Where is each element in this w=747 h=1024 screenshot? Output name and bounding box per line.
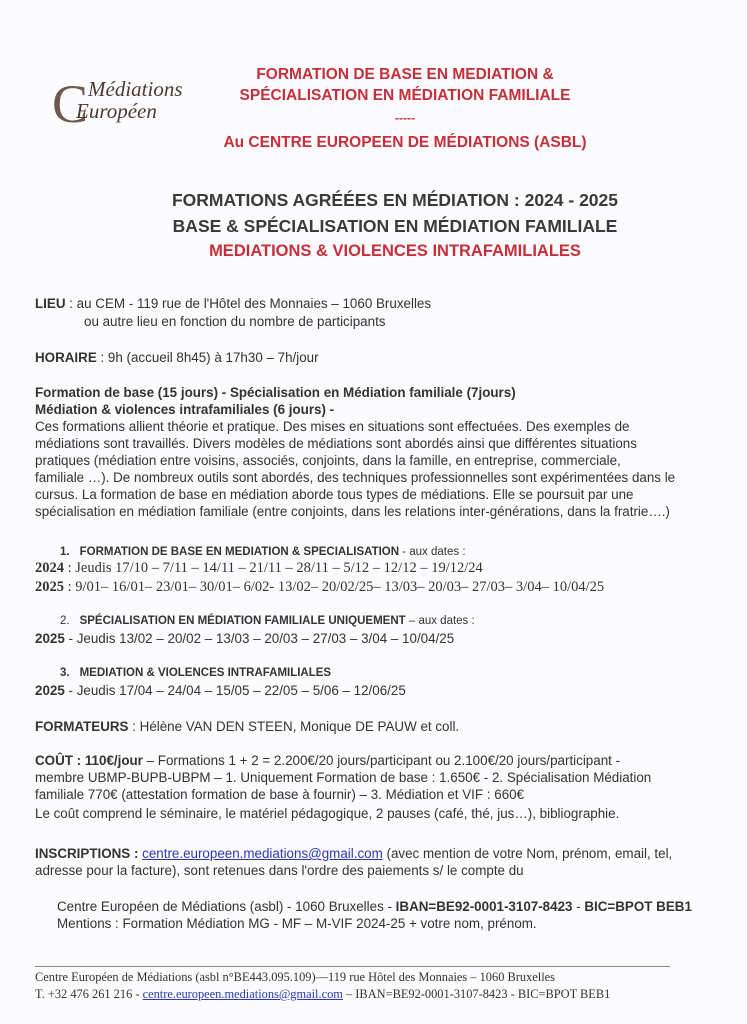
cout-line3: familiale 770€ (attestation formation de base à fournir) – 3. Médiation et VIF : 660€ — [35, 787, 525, 802]
footer-line2 — [35, 987, 610, 1002]
formation-line2: Médiation & violences intrafamiliales (6 jours) - — [35, 402, 335, 417]
cout-label: COÛT : 110€/jour — [35, 753, 143, 768]
section1-dates1: : Jeudis 17/10 – 7/11 – 14/11 – 21/11 – 28/11 – 5/12 – 12/12 – 19/12/24 — [64, 560, 483, 576]
footer-line1: Centre Européen de Médiations (asbl n°BE443.095.109)—119 rue Hôtel des Monnaies – 1060 Bruxelles — [35, 970, 555, 984]
formation-desc-4: familiale …). De nombreux outils sont abordés, des techniques professionnelles sont expérimentées dans le — [35, 470, 676, 485]
footer-bank: – IBAN=BE92-0001-3107-8423 - BIC=BPOT BEB1 — [342, 987, 611, 1001]
formateurs-text: : Hélène VAN DEN STEEN, Monique DE PAUW et coll. — [128, 719, 460, 734]
section1-year2: 2025 — [35, 579, 64, 595]
cout-line2: membre UBMP-BUPB-UBPM – 1. Uniquement Formation de base : 1.650€ - 2. Spécialisation Médiation — [35, 770, 652, 785]
lieu-line1 — [35, 295, 431, 312]
bank-line2: Mentions : Formation Médiation MG - MF – M-VIF 2024-25 + votre nom, prénom. — [57, 916, 537, 931]
header-line2: SPÉCIALISATION EN MÉDIATION FAMILIALE — [239, 87, 571, 104]
bank-sep: - — [572, 899, 585, 914]
horaire-text: : 9h (accueil 8h45) à 17h30 – 7h/jour — [96, 350, 319, 365]
inscriptions-line1 — [35, 845, 672, 862]
inscriptions-label: INSCRIPTIONS : — [35, 846, 143, 861]
section2-title: SPÉCIALISATION EN MÉDIATION FAMILIALE UNIQUEMENT — [79, 615, 406, 627]
lieu-text: : au CEM - 119 rue de l'Hôtel des Monnaies – 1060 Bruxelles — [65, 296, 432, 311]
lieu-line2: ou autre lieu en fonction du nombre de participants — [84, 314, 386, 329]
footer-divider — [35, 966, 670, 967]
formation-desc-3: pratiques (médiation entre voisins, associés, conjoints, dans la famille, en entreprise, commerciale, — [35, 453, 621, 468]
header-line1: FORMATION DE BASE EN MEDIATION & — [256, 66, 554, 83]
horaire-label: HORAIRE — [35, 350, 97, 365]
footer-phone: T. +32 476 261 216 - — [35, 987, 143, 1001]
section3-year1: 2025 — [35, 683, 65, 698]
bank-iban: IBAN=BE92-0001-3107-8423 — [395, 899, 573, 914]
section3-title: MEDIATION & VIOLENCES INTRAFAMILIALES — [79, 667, 332, 679]
section3-num: 3. — [60, 667, 70, 679]
cout-line4: Le coût comprend le séminaire, le matériel pédagogique, 2 pauses (café, thé, jus…), bibliographie. — [35, 806, 620, 821]
section2-dates — [35, 630, 454, 647]
title-1: FORMATIONS AGRÉÉES EN MÉDIATION : 2024 - 2025 — [171, 190, 618, 210]
section2-suffix: – aux dates : — [405, 615, 475, 627]
section2-num: 2. — [60, 615, 70, 627]
section1-year1: 2024 — [35, 560, 64, 576]
section3-dates — [35, 682, 406, 699]
bank-bic: BIC=BPOT BEB1 — [584, 899, 692, 914]
section2-heading — [60, 613, 475, 630]
logo-line1: Médiations — [88, 77, 183, 101]
horaire — [35, 349, 319, 366]
formateurs-label: FORMATEURS — [35, 719, 129, 734]
section3-dates1: - Jeudis 17/04 – 24/04 – 15/05 – 22/05 – 5/06 – 12/06/25 — [64, 683, 406, 698]
formateurs — [35, 718, 459, 735]
formation-line1: Formation de base (15 jours) - Spécialisation en Médiation familiale (7jours) — [35, 385, 516, 400]
title-3: MEDIATIONS & VIOLENCES INTRAFAMILIALES — [209, 242, 581, 260]
section1-dates-2024 — [35, 560, 483, 577]
formation-desc-6: spécialisation en médiation familiale (entre conjoints, dans les relations inter-générations, dans la fratrie….) — [35, 504, 670, 519]
section1-dates-2025 — [35, 579, 604, 596]
header-line3: Au CENTRE EUROPEEN DE MÉDIATIONS (ASBL) — [223, 134, 587, 151]
lieu-label: LIEU — [35, 296, 66, 311]
section1-suffix: - aux dates : — [399, 546, 466, 558]
logo-initial: C — [52, 74, 89, 134]
formation-desc-2: médiations sont travaillés. Divers modèles de médiations sont abordés ainsi que différentes situations — [35, 436, 637, 451]
section3-heading — [60, 665, 331, 682]
title-2: BASE & SPÉCIALISATION EN MÉDIATION FAMILIALE — [172, 216, 618, 236]
section1-dates2: : 9/01– 16/01– 23/01– 30/01– 6/02- 13/02– 20/02/25– 13/03– 20/03– 27/03– 3/04– 10/04/25 — [64, 579, 605, 595]
header-dashes: ----- — [395, 111, 415, 125]
formation-desc-1: Ces formations allient théorie et pratique. Des mises en situations sont effectuées. Des exemples de — [35, 419, 630, 434]
formation-desc-5: cursus. La formation de base en médiation aborde tous types de médiations. Elle se poursuit par une — [35, 487, 634, 502]
section1-title: FORMATION DE BASE EN MEDIATION & SPECIALISATION — [79, 546, 400, 558]
bank-line1 — [57, 898, 692, 915]
section1-num: 1. — [60, 546, 70, 558]
bank-text: Centre Européen de Médiations (asbl) - 1060 Bruxelles - — [57, 899, 396, 914]
inscriptions-line2: adresse pour la facture), sont retenues dans l'ordre des paiements s/ le compte du — [35, 863, 524, 878]
inscriptions-email-link[interactable]: centre.europeen.mediations@gmail.com — [142, 846, 383, 861]
cout-line1 — [35, 752, 620, 769]
logo — [52, 75, 192, 135]
inscriptions-text1: (avec mention de votre Nom, prénom, email, tel, — [382, 846, 673, 861]
section2-dates1: - Jeudis 13/02 – 20/02 – 13/03 – 20/03 – 27/03 – 3/04 – 10/04/25 — [64, 631, 455, 646]
section2-year1: 2025 — [35, 631, 65, 646]
footer-email-link[interactable]: centre.europeen.mediations@gmail.com — [142, 987, 343, 1001]
section1-heading — [60, 544, 466, 561]
cout-text1: – Formations 1 + 2 = 2.200€/20 jours/participant ou 2.100€/20 jours/participant - — [142, 753, 621, 768]
logo-line2: Européen — [76, 99, 157, 123]
